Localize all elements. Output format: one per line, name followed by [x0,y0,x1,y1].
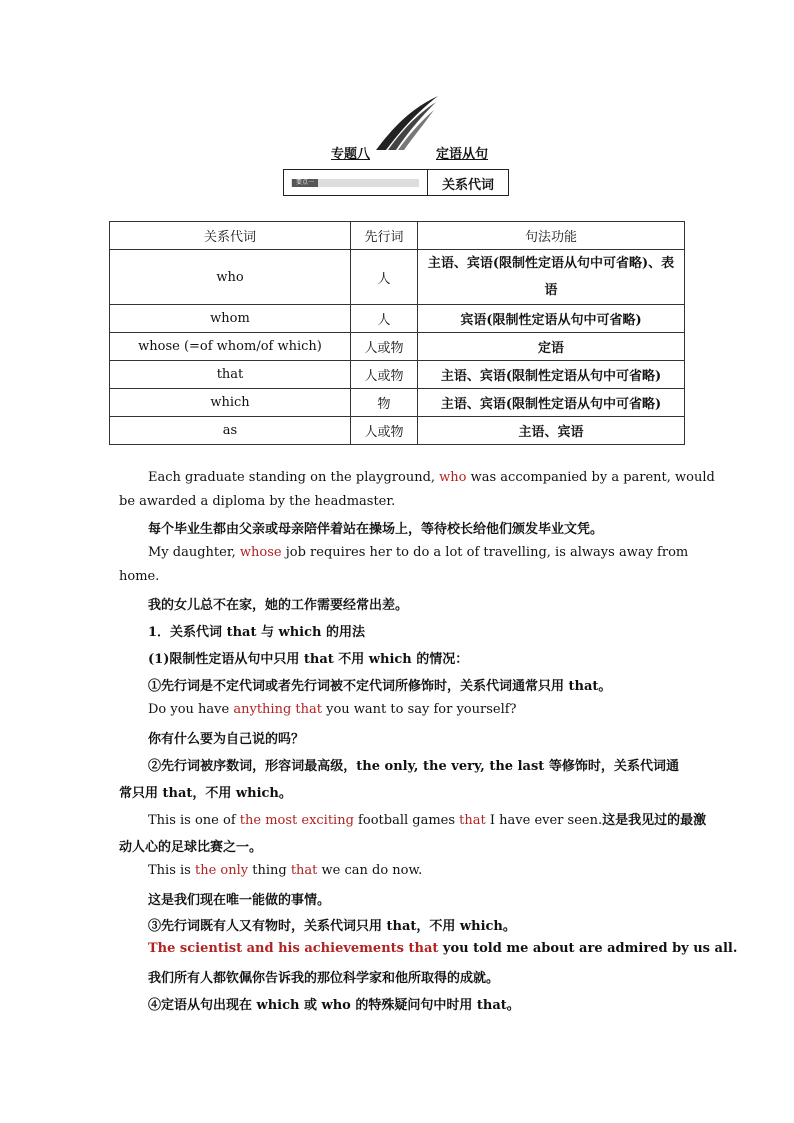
cell-function: 主语、宾语(限制性定语从句中可省略) [418,361,685,389]
table-row [110,305,685,333]
cell-function: 主语、宾语(限制性定语从句中可省略)、表语 [418,250,685,305]
table-header-row [110,222,685,250]
example-sentence-cont: home. [119,569,160,584]
table-row [110,417,685,445]
example-translation: 我的女儿总不在家，她的工作需要经常出差。 [148,598,409,613]
cell-antecedent: 人或物 [351,361,418,389]
table-row [110,250,685,305]
cell-function: 定语 [418,333,685,361]
cell-function: 宾语(限制性定语从句中可省略) [418,305,685,333]
cell-function: 主语、宾语(限制性定语从句中可省略) [418,389,685,417]
section-header [283,169,509,196]
cell-pronoun: that [110,361,351,389]
highlight: whose [239,545,282,560]
highlight: that [290,863,318,878]
header-antecedent: 先行词 [351,222,418,250]
topic-number: 专题八 [331,147,371,162]
cell-antecedent: 人或物 [351,417,418,445]
cell-function: 主语、宾语 [418,417,685,445]
highlight: that [459,813,486,828]
highlight: the only [194,863,249,878]
page-title [0,143,794,163]
topic-title: 定语从句 [436,147,489,162]
relative-pronoun-table [109,221,685,445]
example-sentence: My daughter, whose job requires her to do a lot of travelling, is always away from [148,545,689,560]
rule-text: ①先行词是不定代词或者先行词被不定代词所修饰时，关系代词通常只用 that。 [148,679,612,694]
header-function: 句法功能 [418,222,685,250]
table-row [110,389,685,417]
rule-text-cont: 常只用 that，不用 which。 [119,786,292,801]
example-translation: 我们所有人都钦佩你告诉我的那位科学家和他所取得的成就。 [148,971,500,986]
table-row [110,361,685,389]
cell-pronoun: as [110,417,351,445]
rule-text: ②先行词被序数词，形容词最高级，the only, the very, the last 等修饰时，关系代词通 [148,759,679,774]
cell-antecedent: 人 [351,250,418,305]
highlight: the most exciting [239,813,354,828]
example-sentence: This is one of the most exciting football games that I have ever seen.这是我见过的最激 [148,813,707,828]
subsection-heading: (1)限制性定语从句中只用 that 不用 which 的情况： [148,652,469,667]
section-divider [427,170,428,195]
cell-pronoun: which [110,389,351,417]
example-translation-cont: 动人心的足球比赛之一。 [119,840,263,855]
section-bar [291,179,419,187]
example-translation: 这是我们现在唯一能做的事情。 [148,893,331,908]
example-translation: 你有什么要为自己说的吗？ [148,732,305,747]
swoosh-logo-icon [376,96,438,150]
highlight: anything that [233,702,322,717]
cell-pronoun: whom [110,305,351,333]
section-label: 关系代词 [442,178,495,193]
highlight: The scientist and his achievements that [148,941,439,956]
section-heading: 1．关系代词 that 与 which 的用法 [148,625,365,640]
rule-text: ③先行词既有人又有物时，关系代词只用 that，不用 which。 [148,919,516,934]
example-sentence-cont: be awarded a diploma by the headmaster. [119,494,396,509]
example-sentence: The scientist and his achievements that you told me about are admired by us all. [148,941,738,956]
example-sentence: This is the only thing that we can do now. [148,863,423,878]
section-tag: 要点一 [292,179,318,187]
cell-pronoun: who [110,250,351,305]
example-sentence: Do you have anything that you want to say for yourself? [148,702,517,717]
highlight: who [439,470,467,485]
rule-text: ④定语从句出现在 which 或 who 的特殊疑问句中时用 that。 [148,998,520,1013]
cell-antecedent: 物 [351,389,418,417]
cell-pronoun: whose (=of whom/of which) [110,333,351,361]
example-translation: 每个毕业生都由父亲或母亲陪伴着站在操场上，等待校长给他们颁发毕业文凭。 [148,522,604,537]
example-sentence: Each graduate standing on the playground, who was accompanied by a parent, would [148,470,715,485]
cell-antecedent: 人或物 [351,333,418,361]
table-row [110,333,685,361]
cell-antecedent: 人 [351,305,418,333]
header-pronoun: 关系代词 [110,222,351,250]
